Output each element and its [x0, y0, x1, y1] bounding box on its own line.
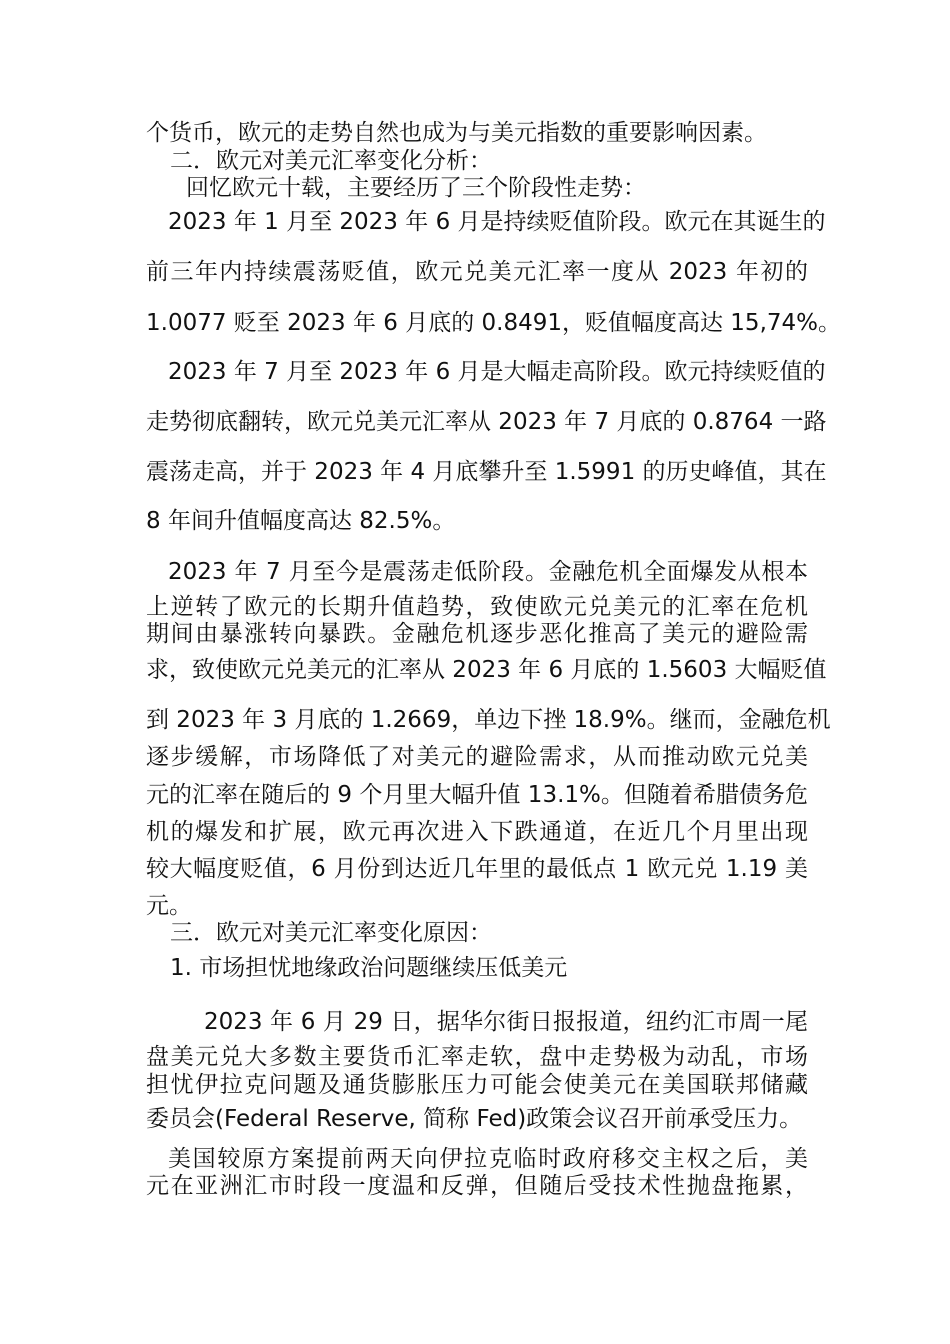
text-line: 回忆欧元十载，主要经历了三个阶段性走势： [186, 175, 646, 201]
text-line: 元在亚洲汇市时段一度温和反弹，但随后受技术性抛盘拖累， [146, 1173, 808, 1199]
text-line: 2023 年 7 月至今是震荡走低阶段。金融危机全面爆发从根本 [168, 559, 808, 585]
text-line: 2023 年 7 月至 2023 年 6 月是大幅走高阶段。欧元持续贬值的 [168, 359, 826, 385]
text-line: 机的爆发和扩展，欧元再次进入下跌通道，在近几个月里出现 [146, 819, 808, 845]
section-heading-3: 三．欧元对美元汇率变化原因： [170, 920, 492, 946]
text-line: 2023 年 1 月至 2023 年 6 月是持续贬值阶段。欧元在其诞生的 [168, 209, 826, 235]
text-line: 元的汇率在随后的 9 个月里大幅升值 13.1%。但随着希腊债务危 [146, 782, 808, 808]
text-line: 1.0077 贬至 2023 年 6 月底的 0.8491，贬值幅度高达 15,74%。 [146, 310, 841, 336]
text-line: 求，致使欧元兑美元的汇率从 2023 年 6 月底的 1.5603 大幅贬值 [146, 657, 827, 683]
text-line: 到 2023 年 3 月底的 1.2669，单边下挫 18.9%。继而，金融危机 [146, 707, 831, 733]
text-line: 前三年内持续震荡贬值，欧元兑美元汇率一度从 2023 年初的 [146, 259, 808, 285]
text-line: 2023 年 6 月 29 日，据华尔街日报报道，纽约汇市周一尾 [204, 1009, 808, 1035]
text-line: 8 年间升值幅度高达 82.5%。 [146, 508, 456, 534]
text-line: 走势彻底翻转，欧元兑美元汇率从 2023 年 7 月底的 0.8764 一路 [146, 409, 827, 435]
text-line: 个货币，欧元的走势自然也成为与美元指数的重要影响因素。 [146, 120, 767, 146]
text-line: 震荡走高，并于 2023 年 4 月底攀升至 1.5991 的历史峰值，其在 [146, 459, 827, 485]
text-line: 美国较原方案提前两天向伊拉克临时政府移交主权之后，美 [168, 1146, 808, 1172]
text-line: 较大幅度贬值，6 月份到达近几年里的最低点 1 欧元兑 1.19 美 [146, 856, 808, 882]
text-line: 盘美元兑大多数主要货币汇率走软，盘中走势极为动乱，市场 [146, 1044, 808, 1070]
text-line: 逐步缓解，市场降低了对美元的避险需求，从而推动欧元兑美 [146, 744, 808, 770]
subsection-heading-1: 1. 市场担忧地缘政治问题继续压低美元 [170, 955, 568, 981]
text-line: 期间由暴涨转向暴跌。金融危机逐步恶化推高了美元的避险需 [146, 621, 808, 647]
text-line: 上逆转了欧元的长期升值趋势，致使欧元兑美元的汇率在危机 [146, 594, 808, 620]
text-line: 委员会(Federal Reserve, 简称 Fed)政策会议召开前承受压力。 [146, 1106, 803, 1132]
text-line: 元。 [146, 893, 192, 919]
section-heading-2: 二．欧元对美元汇率变化分析： [170, 148, 492, 174]
text-line: 担忧伊拉克问题及通货膨胀压力可能会使美元在美国联邦储藏 [146, 1072, 808, 1098]
